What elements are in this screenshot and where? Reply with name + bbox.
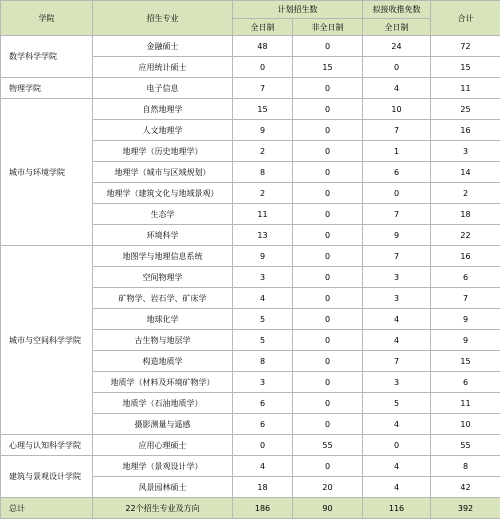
recommend-fulltime-cell: 5	[363, 393, 431, 414]
plan-parttime-cell: 0	[293, 36, 363, 57]
major-cell: 地质学（石油地质学）	[93, 393, 233, 414]
major-cell: 自然地理学	[93, 99, 233, 120]
table-row	[1, 99, 500, 120]
plan-parttime-cell: 0	[293, 225, 363, 246]
plan-parttime-cell: 55	[293, 435, 363, 456]
total-cell: 10	[431, 414, 500, 435]
recommend-fulltime-cell: 7	[363, 120, 431, 141]
total-cell: 15	[431, 57, 500, 78]
recommend-fulltime-cell: 3	[363, 267, 431, 288]
plan-fulltime-cell: 11	[233, 204, 293, 225]
recommend-fulltime-cell: 1	[363, 141, 431, 162]
major-cell: 应用统计硕士	[93, 57, 233, 78]
major-cell: 地图学与地理信息系统	[93, 246, 233, 267]
plan-fulltime-cell: 9	[233, 120, 293, 141]
recommend-fulltime-cell: 4	[363, 330, 431, 351]
plan-fulltime-cell: 6	[233, 393, 293, 414]
major-cell: 矿物学、岩石学、矿床学	[93, 288, 233, 309]
recommend-fulltime-cell: 0	[363, 435, 431, 456]
plan-fulltime-cell: 0	[233, 57, 293, 78]
major-cell: 空间物理学	[93, 267, 233, 288]
total-label: 总计	[1, 498, 93, 519]
plan-fulltime-cell: 2	[233, 183, 293, 204]
recommend-fulltime-cell: 0	[363, 57, 431, 78]
major-cell: 风景园林硕士	[93, 477, 233, 498]
total-cell: 25	[431, 99, 500, 120]
plan-parttime-cell: 0	[293, 351, 363, 372]
recommend-fulltime-cell: 6	[363, 162, 431, 183]
plan-fulltime-cell: 8	[233, 162, 293, 183]
plan-parttime-cell: 0	[293, 183, 363, 204]
plan-fulltime-cell: 48	[233, 36, 293, 57]
plan-fulltime-cell: 6	[233, 414, 293, 435]
total-cell: 14	[431, 162, 500, 183]
school-cell: 城市与空间科学学院	[1, 246, 93, 435]
plan-parttime-cell: 0	[293, 309, 363, 330]
table-row	[1, 36, 500, 57]
total-plan-parttime: 90	[293, 498, 363, 519]
total-cell: 7	[431, 288, 500, 309]
table-row	[1, 78, 500, 99]
table-row	[1, 435, 500, 456]
header-major: 招生专业	[93, 1, 233, 36]
header-recommend: 拟接收推免数	[363, 1, 431, 19]
plan-fulltime-cell: 4	[233, 456, 293, 477]
total-cell: 16	[431, 120, 500, 141]
recommend-fulltime-cell: 4	[363, 477, 431, 498]
header-recommend-fulltime: 全日制	[363, 19, 431, 36]
header-plan: 计划招生数	[233, 1, 363, 19]
plan-fulltime-cell: 5	[233, 309, 293, 330]
plan-fulltime-cell: 4	[233, 288, 293, 309]
header-school: 学院	[1, 1, 93, 36]
table-body	[1, 36, 500, 519]
plan-parttime-cell: 0	[293, 330, 363, 351]
major-cell: 地质学（材料及环境矿物学）	[93, 372, 233, 393]
major-cell: 构造地质学	[93, 351, 233, 372]
major-cell: 应用心理硕士	[93, 435, 233, 456]
header-plan-fulltime: 全日制	[233, 19, 293, 36]
plan-fulltime-cell: 0	[233, 435, 293, 456]
school-cell: 物理学院	[1, 78, 93, 99]
plan-parttime-cell: 0	[293, 456, 363, 477]
school-cell: 城市与环境学院	[1, 99, 93, 246]
total-cell: 11	[431, 78, 500, 99]
plan-parttime-cell: 0	[293, 246, 363, 267]
total-cell: 3	[431, 141, 500, 162]
plan-parttime-cell: 0	[293, 393, 363, 414]
major-cell: 地理学（历史地理学）	[93, 141, 233, 162]
plan-parttime-cell: 0	[293, 78, 363, 99]
header-total: 合计	[431, 1, 500, 36]
major-cell: 地理学（建筑文化与地域景观）	[93, 183, 233, 204]
header-plan-parttime: 非全日制	[293, 19, 363, 36]
recommend-fulltime-cell: 7	[363, 246, 431, 267]
total-cell: 72	[431, 36, 500, 57]
major-cell: 环境科学	[93, 225, 233, 246]
total-cell: 22	[431, 225, 500, 246]
major-cell: 地球化学	[93, 309, 233, 330]
recommend-fulltime-cell: 4	[363, 309, 431, 330]
recommend-fulltime-cell: 7	[363, 351, 431, 372]
grand-total: 392	[431, 498, 500, 519]
total-cell: 16	[431, 246, 500, 267]
plan-parttime-cell: 20	[293, 477, 363, 498]
recommend-fulltime-cell: 3	[363, 288, 431, 309]
plan-parttime-cell: 0	[293, 162, 363, 183]
total-cell: 18	[431, 204, 500, 225]
major-cell: 摄影测量与遥感	[93, 414, 233, 435]
recommend-fulltime-cell: 10	[363, 99, 431, 120]
recommend-fulltime-cell: 7	[363, 204, 431, 225]
plan-parttime-cell: 0	[293, 99, 363, 120]
plan-fulltime-cell: 5	[233, 330, 293, 351]
plan-parttime-cell: 0	[293, 120, 363, 141]
recommend-fulltime-cell: 3	[363, 372, 431, 393]
plan-parttime-cell: 0	[293, 141, 363, 162]
school-cell: 建筑与景观设计学院	[1, 456, 93, 498]
recommend-fulltime-cell: 4	[363, 456, 431, 477]
major-cell: 生态学	[93, 204, 233, 225]
major-cell: 电子信息	[93, 78, 233, 99]
table-row	[1, 456, 500, 477]
total-cell: 15	[431, 351, 500, 372]
recommend-fulltime-cell: 0	[363, 183, 431, 204]
total-cell: 8	[431, 456, 500, 477]
major-cell: 古生物与地层学	[93, 330, 233, 351]
plan-fulltime-cell: 15	[233, 99, 293, 120]
total-major-count: 22个招生专业及方向	[93, 498, 233, 519]
total-cell: 6	[431, 372, 500, 393]
major-cell: 地理学（城市与区域规划）	[93, 162, 233, 183]
recommend-fulltime-cell: 4	[363, 414, 431, 435]
plan-fulltime-cell: 9	[233, 246, 293, 267]
school-cell: 心理与认知科学学院	[1, 435, 93, 456]
total-row	[1, 498, 500, 519]
total-cell: 6	[431, 267, 500, 288]
plan-fulltime-cell: 7	[233, 78, 293, 99]
table-row	[1, 246, 500, 267]
school-cell: 数学科学学院	[1, 36, 93, 78]
major-cell: 人文地理学	[93, 120, 233, 141]
total-cell: 2	[431, 183, 500, 204]
plan-parttime-cell: 0	[293, 204, 363, 225]
table-header	[1, 1, 500, 36]
major-cell: 金融硕士	[93, 36, 233, 57]
plan-fulltime-cell: 2	[233, 141, 293, 162]
plan-fulltime-cell: 13	[233, 225, 293, 246]
plan-parttime-cell: 0	[293, 414, 363, 435]
total-recommend-fulltime: 116	[363, 498, 431, 519]
plan-fulltime-cell: 18	[233, 477, 293, 498]
total-cell: 11	[431, 393, 500, 414]
recommend-fulltime-cell: 4	[363, 78, 431, 99]
total-plan-fulltime: 186	[233, 498, 293, 519]
plan-parttime-cell: 0	[293, 267, 363, 288]
plan-parttime-cell: 15	[293, 57, 363, 78]
total-cell: 55	[431, 435, 500, 456]
plan-fulltime-cell: 3	[233, 267, 293, 288]
plan-fulltime-cell: 3	[233, 372, 293, 393]
total-cell: 42	[431, 477, 500, 498]
plan-parttime-cell: 0	[293, 372, 363, 393]
plan-parttime-cell: 0	[293, 288, 363, 309]
plan-fulltime-cell: 8	[233, 351, 293, 372]
total-cell: 9	[431, 330, 500, 351]
total-cell: 9	[431, 309, 500, 330]
major-cell: 地理学（景观设计学）	[93, 456, 233, 477]
recommend-fulltime-cell: 24	[363, 36, 431, 57]
recommend-fulltime-cell: 9	[363, 225, 431, 246]
